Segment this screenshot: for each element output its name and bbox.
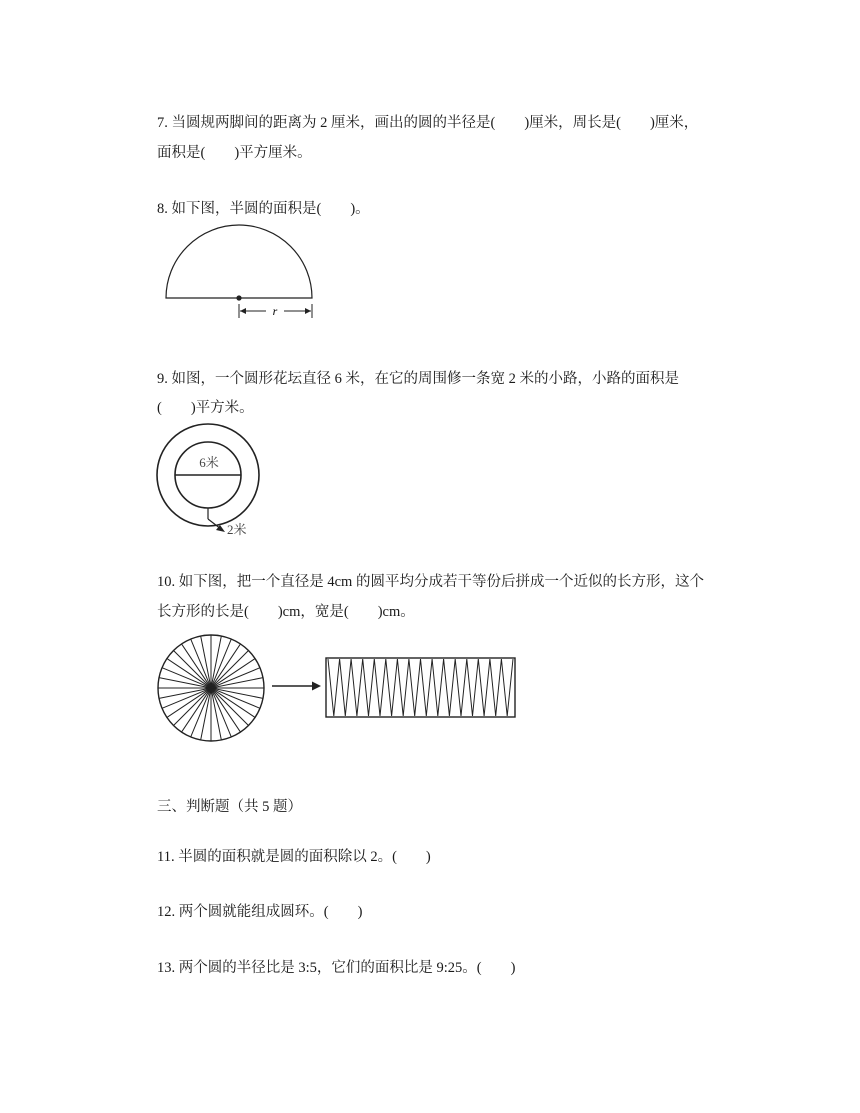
section-heading: 三、判断题（共 5 题） [157,799,302,815]
q9-line2: ( )平方米。 [157,400,254,416]
arrow-icon [272,680,322,692]
q8-text: 8. 如下图，半圆的面积是( )。 [157,201,370,217]
q9-line1: 9. 如图，一个圆形花坛直径 6 米，在它的周围修一条宽 2 米的小路，小路的面积是 [157,371,679,387]
q7-line1: 7. 当圆规两脚间的距离为 2 厘米，画出的圆的半径是( )厘米，周长是( )厘米， [157,115,699,131]
semicircle-figure [160,222,320,322]
q10-line2: 长方形的长是( )cm，宽是( )cm。 [157,604,415,620]
q12-text: 12. 两个圆就能组成圆环。( ) [157,904,363,920]
width-label: 2米 [227,522,247,537]
ring-path-figure [153,423,268,541]
radius-label: r [272,304,278,318]
q10-line1: 10. 如下图，把一个直径是 4cm 的圆平均分成若干等份后拼成一个近似的长方形，这个 [157,574,704,590]
sector-circle-figure [156,633,266,743]
diameter-label: 6米 [199,455,219,470]
q13-text: 13. 两个圆的半径比是 3:5，它们的面积比是 9:25。( ) [157,960,516,976]
q7-line2: 面积是( )平方厘米。 [157,145,312,161]
approx-rectangle-figure [325,657,517,719]
q11-text: 11. 半圆的面积就是圆的面积除以 2。( ) [157,849,431,865]
